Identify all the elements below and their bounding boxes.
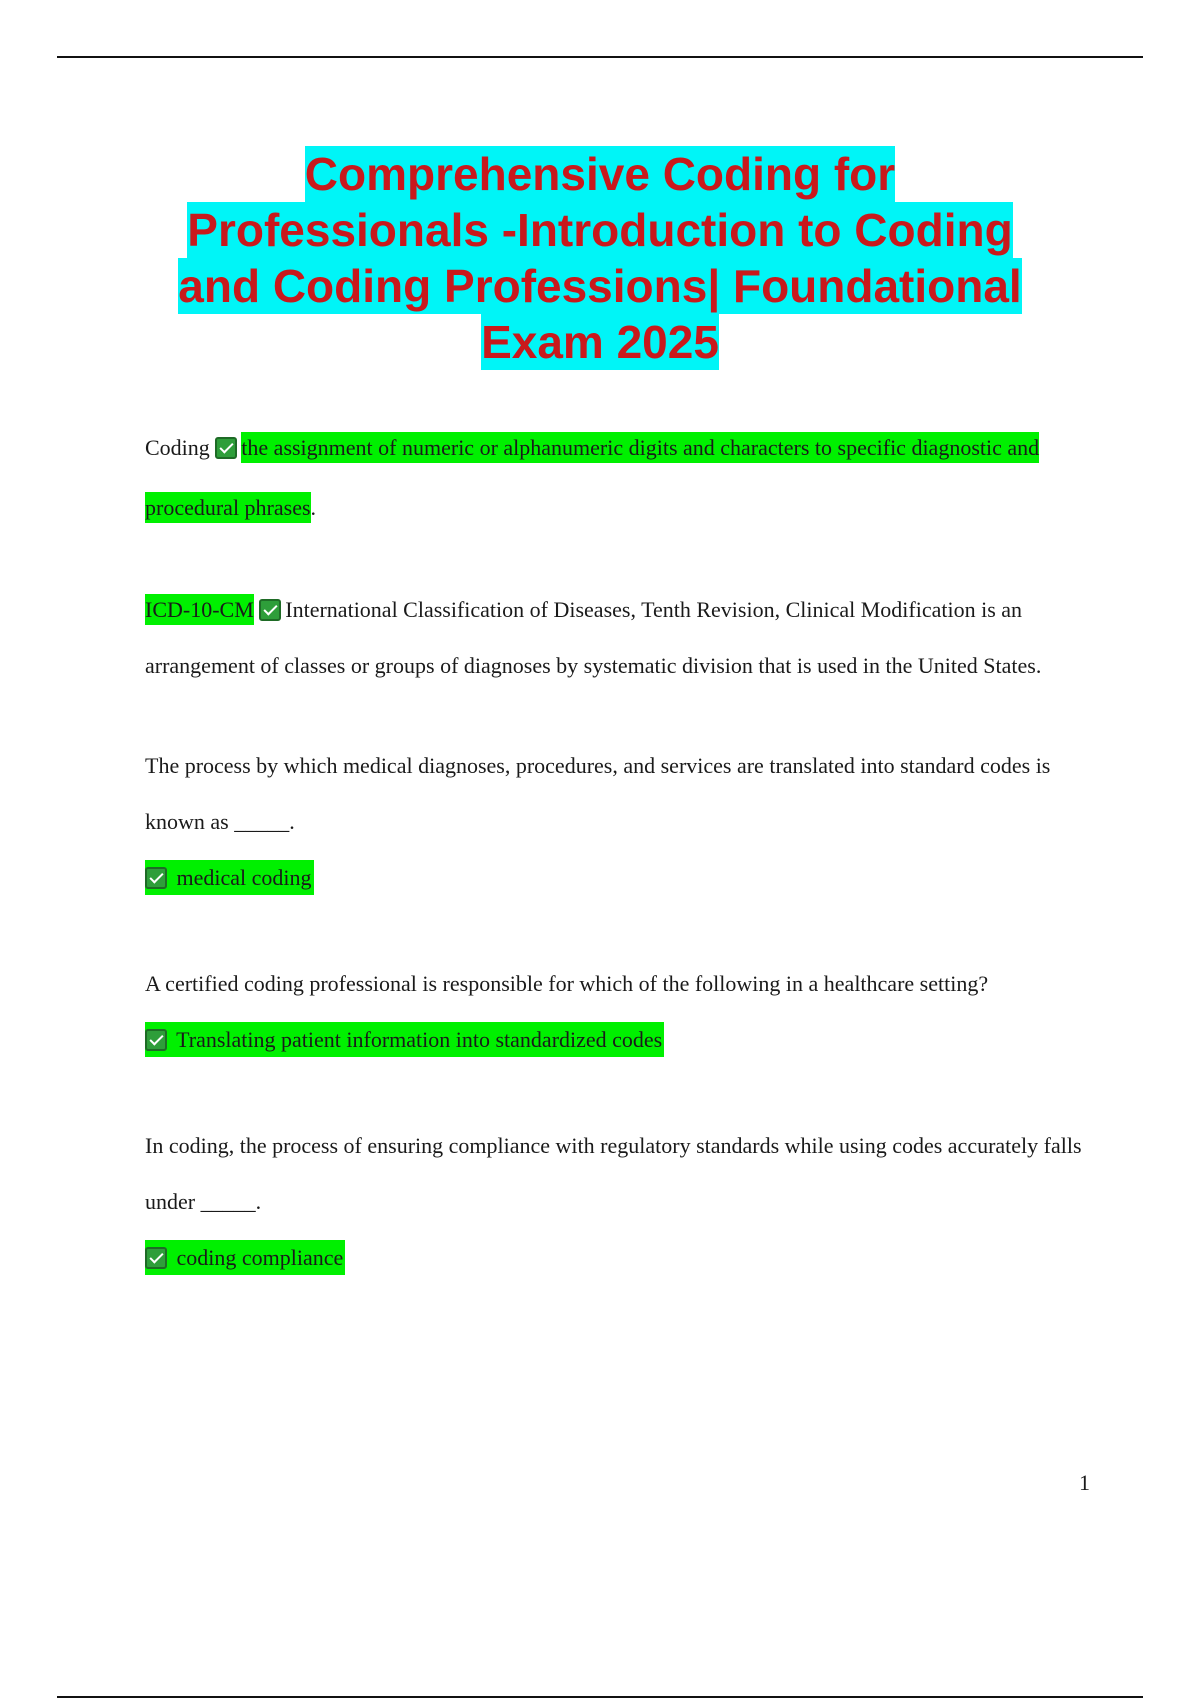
checkmark-icon xyxy=(259,599,281,621)
document-body xyxy=(145,418,1095,1286)
bottom-rule xyxy=(57,1696,1143,1698)
question-block xyxy=(145,738,1095,906)
checkmark-icon xyxy=(145,1247,167,1269)
entry-term: Coding xyxy=(145,435,210,460)
question-block xyxy=(145,1118,1095,1286)
entry-coding xyxy=(145,418,1095,538)
checkmark-icon xyxy=(145,867,167,889)
question-text: In coding, the process of ensuring compliance with regulatory standards while using codes accurately falls under _____. xyxy=(145,1133,1082,1214)
answer-line xyxy=(145,1012,1095,1068)
answer-text: coding compliance xyxy=(176,1245,344,1270)
entry-term: ICD-10-CM xyxy=(145,594,254,625)
entry-icd-10-cm xyxy=(145,582,1095,694)
checkmark-icon xyxy=(215,437,237,459)
entry-definition: the assignment of numeric or alphanumeric digits and characters to specific diagnostic and procedural phrases xyxy=(145,432,1039,523)
checkmark-icon xyxy=(145,1029,167,1051)
page-number: 1 xyxy=(1079,1470,1090,1495)
question-block xyxy=(145,956,1095,1068)
question-text: The process by which medical diagnoses, procedures, and services are translated into standard codes is known as _____. xyxy=(145,753,1051,834)
question-text: A certified coding professional is responsible for which of the following in a healthcare setting? xyxy=(145,971,989,996)
entry-trailing: . xyxy=(310,495,317,520)
top-rule xyxy=(57,56,1143,58)
answer-text: medical coding xyxy=(176,865,312,890)
document-title-text: Comprehensive Coding for Professionals -Introduction to Coding and Coding Professions| Foundational Exam 2025 xyxy=(178,148,1022,368)
answer-line xyxy=(145,1230,1095,1286)
entry-definition: International Classification of Diseases, Tenth Revision, Clinical Modification is an arrangement of classes or groups of diagnoses by systematic division that is used in the United States. xyxy=(145,597,1042,678)
answer-text: Translating patient information into standardized codes xyxy=(176,1027,663,1052)
document-title xyxy=(150,146,1050,370)
answer-line xyxy=(145,850,1095,906)
